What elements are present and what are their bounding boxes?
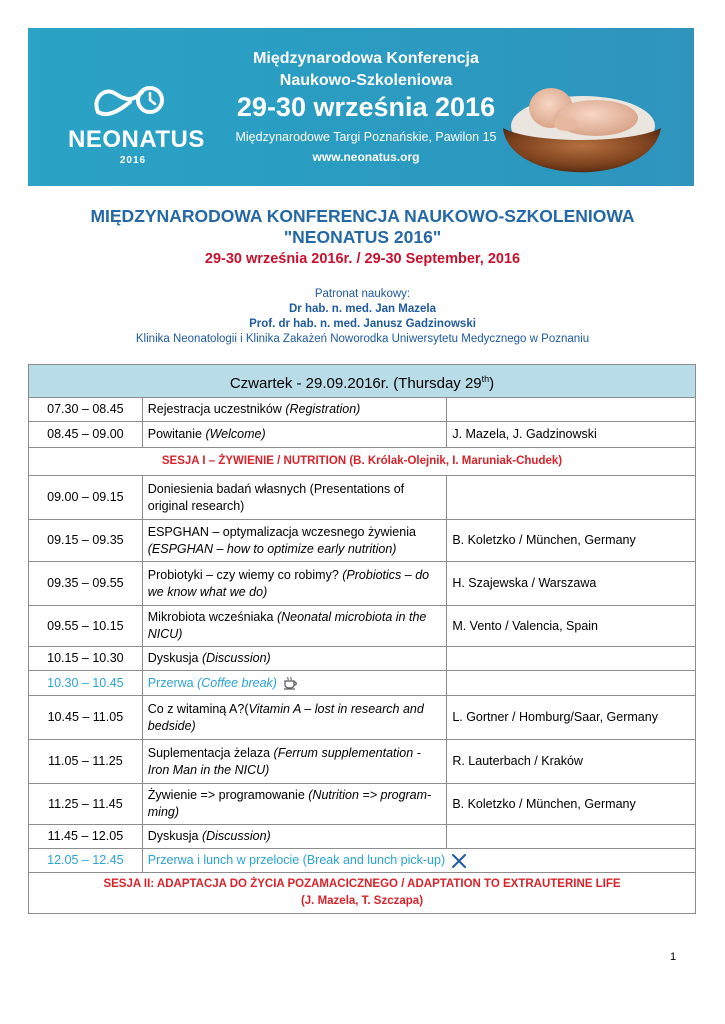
topic-en: (Ferrum supplementation - Iron Man in the NICU) <box>147 745 421 777</box>
row-speaker: B. Koletzko / München, Germany <box>447 784 696 825</box>
banner-line-2: Naukowo-Szkoleniowa <box>279 72 453 89</box>
row-topic <box>142 520 447 562</box>
topic-pl: Powitanie <box>147 427 206 441</box>
topic-pl: Probiotyki – czy wiemy co robimy? <box>147 567 343 582</box>
fork-knife-icon <box>451 854 467 868</box>
row-time: 09.00 – 09.15 <box>29 476 143 520</box>
row-time: 07.30 – 08.45 <box>29 398 143 422</box>
lunch-break-row <box>29 849 696 873</box>
schedule-table <box>28 364 696 914</box>
session-2-title <box>29 873 696 914</box>
topic-pl: Suplementacja żelaza <box>147 745 274 760</box>
topic-en: (Coffee break) <box>197 675 277 690</box>
topic-en: (Nutrition => program-ming) <box>147 788 432 819</box>
page-title-line-2: "NEONATUS 2016" <box>283 227 442 247</box>
row-time: 11.45 – 12.05 <box>29 825 143 849</box>
topic-pl: Żywienie => programowanie <box>147 788 309 802</box>
topic-en: (Welcome) <box>205 427 266 441</box>
topic-en: (Neonatal microbiota in the NICU) <box>147 610 427 641</box>
row-speaker: H. Szajewska / Warszawa <box>447 562 696 606</box>
patron-1: Dr hab. n. med. Jan Mazela <box>289 303 436 315</box>
coffee-cup-icon <box>283 676 299 690</box>
logo-text: NEONATUS <box>68 126 205 153</box>
topic-en: (Discussion) <box>201 651 271 665</box>
row-topic <box>142 398 447 422</box>
conference-dates: 29-30 września 2016r. / 29-30 September, 2016 <box>204 251 521 267</box>
page-title-line-1: MIĘDZYNARODOWA KONFERENCJA NAUKOWO-SZKOLENIOWA <box>90 206 635 226</box>
table-row <box>29 398 696 422</box>
topic-en: Vitamin A – lost in research and bedside) <box>147 701 424 733</box>
topic-pl: Mikrobiota wcześniaka <box>147 610 277 624</box>
table-row <box>29 476 696 520</box>
logo-year: 2016 <box>119 155 147 166</box>
row-speaker: R. Lauterbach / Kraków <box>447 740 696 784</box>
session-row <box>29 873 696 914</box>
row-speaker <box>447 671 696 696</box>
row-topic <box>142 562 447 606</box>
table-row <box>29 740 696 784</box>
row-topic <box>142 825 447 849</box>
topic-pl: ESPGHAN – optymalizacja wczesnego żywienia <box>147 524 416 539</box>
row-time: 10.30 – 10.45 <box>29 671 143 696</box>
topic-pl: Dyskusja <box>147 651 202 665</box>
row-topic <box>142 671 447 696</box>
row-time: 09.55 – 10.15 <box>29 606 143 647</box>
row-time: 09.35 – 09.55 <box>29 562 143 606</box>
row-topic <box>142 422 447 448</box>
row-topic <box>142 740 447 784</box>
row-time: 10.45 – 11.05 <box>29 696 143 740</box>
row-topic <box>142 784 447 825</box>
row-speaker: J. Mazela, J. Gadzinowski <box>447 422 696 448</box>
day-header-text: Czwartek - 29.09.2016r. (Thursday 29 <box>229 374 482 392</box>
row-time: 10.15 – 10.30 <box>29 647 143 671</box>
patron-2: Prof. dr hab. n. med. Janusz Gadzinowski <box>249 318 476 330</box>
coffee-break-row <box>29 671 696 696</box>
day-header-sup: th <box>481 373 490 384</box>
row-speaker <box>447 476 696 520</box>
session-2-chairs: (J. Mazela, T. Szczapa) <box>300 895 424 907</box>
topic-en: (Probiotics – do we know what we do) <box>147 567 430 599</box>
row-time: 09.15 – 09.35 <box>29 520 143 562</box>
banner-website: www.neonatus.org <box>312 150 420 164</box>
topic-pl: Rejestracja uczestników <box>147 402 286 416</box>
topic-en: (Registration) <box>285 402 361 416</box>
row-time: 12.05 – 12.45 <box>29 849 143 873</box>
row-time: 08.45 – 09.00 <box>29 422 143 448</box>
table-row <box>29 784 696 825</box>
row-speaker <box>447 825 696 849</box>
session-1-title: SESJA I – ŻYWIENIE / NUTRITION (B. Królak-Olejnik, I. Maruniak-Chudek) <box>29 448 696 476</box>
table-row <box>29 422 696 448</box>
session-row <box>29 448 696 476</box>
table-row <box>29 520 696 562</box>
row-topic <box>142 647 447 671</box>
table-row <box>29 825 696 849</box>
banner-venue: Międzynarodowe Targi Poznańskie, Pawilon 15 <box>235 130 497 144</box>
row-time: 11.25 – 11.45 <box>29 784 143 825</box>
conference-banner <box>28 28 694 186</box>
banner-dates: 29-30 września 2016 <box>236 92 496 122</box>
row-speaker <box>447 398 696 422</box>
banner-line-1: Międzynarodowa Konferencja <box>253 50 479 67</box>
topic-pl: Przerwa i lunch w przelocie (Break and lunch pick-up) <box>147 853 446 867</box>
row-speaker: M. Vento / Valencia, Spain <box>447 606 696 647</box>
row-time: 11.05 – 11.25 <box>29 740 143 784</box>
topic-pl: Dyskusja <box>147 829 202 843</box>
row-speaker: B. Koletzko / München, Germany <box>447 520 696 562</box>
topic-pl: Przerwa <box>147 675 198 690</box>
day-header-end: ) <box>489 374 495 392</box>
topic-pl: Doniesienia badań własnych (Presentations of original research) <box>147 481 405 513</box>
topic-pl: Co z witaminą A?( <box>147 701 249 716</box>
topic-en: (Discussion) <box>201 829 271 843</box>
row-topic <box>142 476 447 520</box>
day-header-row <box>29 365 696 398</box>
row-speaker: L. Gortner / Homburg/Saar, Germany <box>447 696 696 740</box>
row-topic <box>142 696 447 740</box>
patronage-label: Patronat naukowy: <box>314 288 411 300</box>
row-topic <box>142 849 695 873</box>
day-header <box>29 365 696 398</box>
neonatus-logo-icon <box>90 74 170 124</box>
baby-in-nutshell-image <box>491 68 666 186</box>
table-row <box>29 562 696 606</box>
table-row <box>29 647 696 671</box>
page-number: 1 <box>670 951 677 963</box>
table-row <box>29 606 696 647</box>
patron-institution: Klinika Neonatologii i Klinika Zakażeń Noworodka Uniwersytetu Medycznego w Poznaniu <box>135 333 590 345</box>
topic-en: (ESPGHAN – how to optimize early nutrition) <box>147 541 397 556</box>
row-speaker <box>447 647 696 671</box>
row-topic <box>142 606 447 647</box>
table-row <box>29 696 696 740</box>
session-2-name: SESJA II: ADAPTACJA DO ŻYCIA POZAMACICZNEGO / ADAPTATION TO EXTRAUTERINE LIFE <box>103 878 621 890</box>
